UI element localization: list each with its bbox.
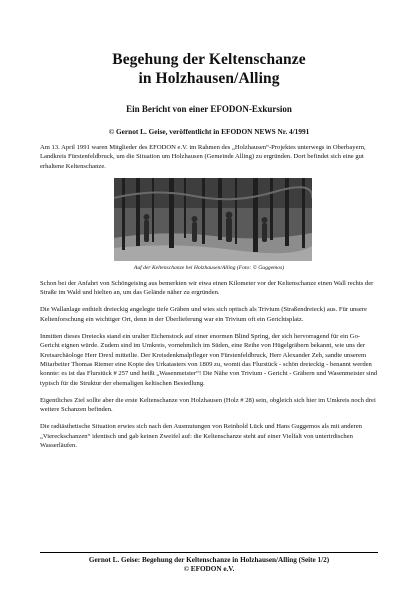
paragraph-wallanlage: Die Wallanlage enthielt dreieckig angelegte tiefe Gräben und wies sich optisch als Trivium (Straßendreieck) aus. Für unsere Keltenforschung ein wichtiger Ort, denn in der Überlieferung war ein Trivium oft ein Gerichtsplatz. [40, 306, 367, 323]
paragraph-arrival: Schon bei der Anfahrt von Schöngeising aus bemerkten wir etwa einen Kilometer vor der Keltenschanze einen Wall rechts der Straße im Wald und hielten an, um das Gelände näher zu ergründen. [40, 279, 374, 297]
page-footer [40, 552, 378, 574]
photo-caption: Auf der Keltenschanze bei Holzhausen/Alling (Foto: © Guggemos) [133, 264, 285, 271]
paragraph-radiesthesia: Die radiästhetische Situation erwies sich nach den Ausmutungen von Reinhold Lück und Hans Guggemos als mit anderen „Viereckschanzen“ identisch und gab keinen Zweifel auf: die Keltenschanze steht auf einer Vielfalt von unterirdischen Wasserläufen. [40, 423, 362, 450]
paragraph-goal: Eigentliches Ziel sollte aber die erste Keltenschanze von Holzhausen (Holz # 28) sein, obgleich sich hier im Umkreis noch drei weitere Schanzen befinden. [40, 396, 376, 414]
forest-photo-graphic [114, 178, 312, 261]
document-subtitle: Ein Bericht von einer EFODON-Exkursion [126, 104, 292, 114]
title-line-1: Begehung der Keltenschanze [112, 51, 306, 68]
paragraph-trivium: Inmitten dieses Dreiecks stand ein uralter Eichenstock auf einer enormen Blind Spring, der sich hervorragend für ein Go-Gericht eignen würde. Zudem sind im Umkreis, vornehmlich im Süden, eine Reihe von Hügelgräbern bekannt, wie uns der Kreisarchäologe Herr Drexl mitteilte. Der Kreisdenkmalpfleger von Fürstenfeldbruck, Herr Alexander Zeh, sandte unserem Mitarbeiter Thomas Riemer eine Kopie des Urkatasters von 1809 zu, womit das Flurstück - schön dreieckig - benannt werden konnte: es ist das Flurstück # 257 und heißt „Wasenmeister“! Die Nähe von Trivium - Gericht - Gräbern und Wasenmeister sind typisch für die Struktur der ehemaligen keltischen Besiedlung. [40, 333, 378, 387]
author-byline: © Gernot L. Geise, veröffentlicht in EFODON NEWS Nr. 4/1991 [108, 127, 310, 136]
title-line-2: in Holzhausen/Alling [138, 70, 280, 87]
footer-copyright: © EFODON e.V. [183, 565, 235, 573]
footer-citation: Gernot L. Geise: Begehung der Keltenschanze in Holzhausen/Alling (Seite 1/2) [88, 556, 330, 564]
paragraph-intro: Am 13. April 1991 waren Mitglieder des EFODON e.V. im Rahmen des „Holzhausen“-Projektes unterwegs in Oberbayern, Landkreis Fürstenfeldbruck, um die Situation um Holzhausen (Gemeinde Alling) zu ergründen. Dort befindet sich eine gut erhaltene Keltenschanze. [40, 144, 366, 170]
forest-photo [114, 178, 312, 261]
document-title [40, 0, 378, 88]
